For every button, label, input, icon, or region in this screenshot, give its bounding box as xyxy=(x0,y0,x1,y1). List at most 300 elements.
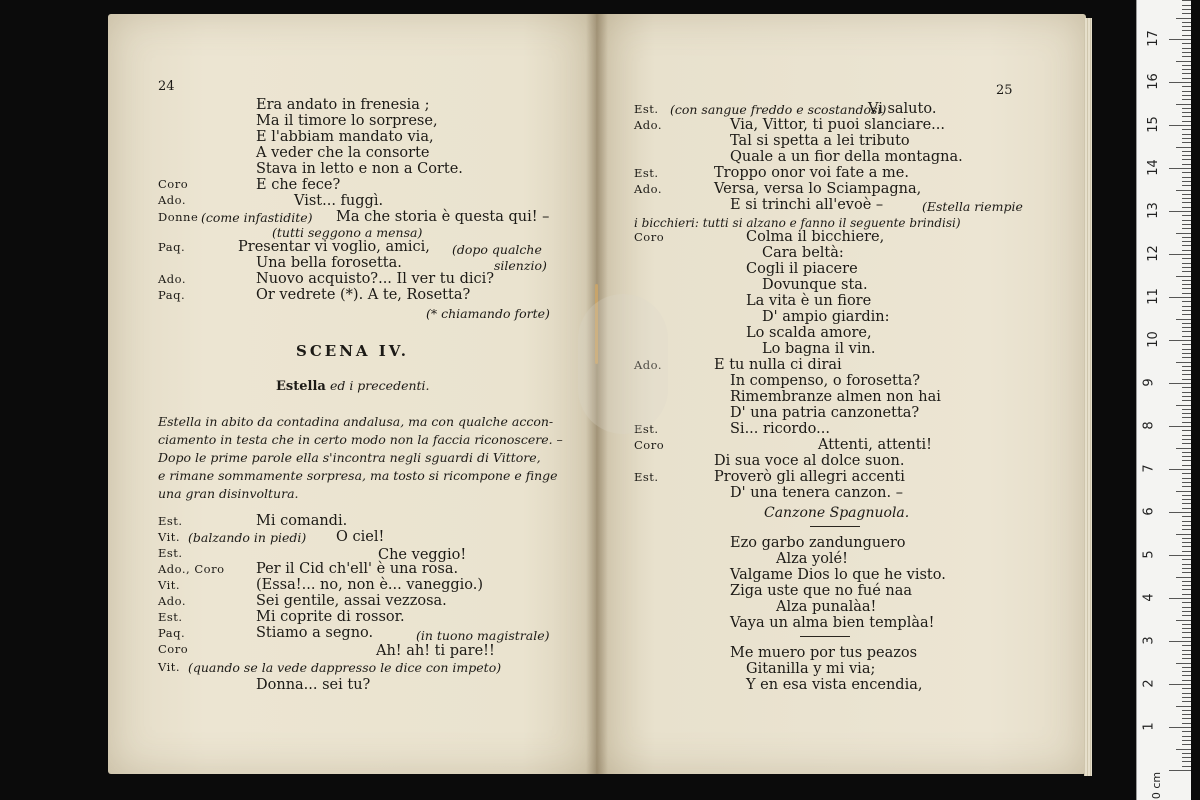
ruler-tick xyxy=(1182,585,1191,586)
ruler-tick xyxy=(1182,112,1191,113)
ruler-number: 16 xyxy=(1145,73,1161,90)
ruler-tick xyxy=(1182,456,1191,457)
ruler-tick xyxy=(1182,13,1191,14)
ruler-tick xyxy=(1182,413,1191,414)
ruler-tick xyxy=(1182,710,1191,711)
ruler-number: 4 xyxy=(1141,593,1157,602)
left-page xyxy=(108,14,596,774)
ruler-tick xyxy=(1182,693,1191,694)
ruler-tick xyxy=(1182,250,1191,251)
ruler-tick xyxy=(1182,675,1191,676)
ruler-tick xyxy=(1182,284,1191,285)
verse-line: In compenso, o forosetta? xyxy=(730,373,921,389)
ruler-tick xyxy=(1176,620,1191,621)
direction-line: una gran disinvoltura. xyxy=(158,486,299,501)
verse-line: E che fece? xyxy=(256,177,341,193)
song-line: Y en esa vista encendia, xyxy=(746,677,923,693)
verse-line: Mi coprite di rossor. xyxy=(256,609,405,625)
ruler-tick xyxy=(1182,310,1191,311)
ruler-tick xyxy=(1182,465,1191,466)
stage-direction: (come infastidite) xyxy=(201,210,313,225)
stage-direction: i bicchieri: tutti si alzano e fanno il seguente brindisi) xyxy=(634,216,961,230)
verse-line: E si trinchi all'evoè – xyxy=(730,197,884,213)
ruler-tick xyxy=(1182,508,1191,509)
ruler-tick xyxy=(1182,503,1191,504)
ruler-tick xyxy=(1182,443,1191,444)
speaker: Ado. xyxy=(158,594,187,608)
verse-line: Per il Cid ch'ell' è una rosa. xyxy=(256,561,459,577)
verse-line: Vist... fuggì. xyxy=(294,193,384,209)
speaker: Coro xyxy=(158,177,189,191)
ruler-tick xyxy=(1182,151,1191,152)
ruler-tick xyxy=(1182,5,1191,6)
ruler-tick xyxy=(1182,280,1191,281)
direction-line: Dopo le prime parole ella s'incontra negli sguardi di Vittore, xyxy=(158,450,541,465)
ruler-tick xyxy=(1176,319,1191,320)
scene-title: SCENA IV. xyxy=(296,342,410,360)
stage-direction: (Estella riempie xyxy=(922,199,1023,214)
ruler-tick xyxy=(1182,525,1191,526)
ruler-tick xyxy=(1182,495,1191,496)
verse-line: Lo scalda amore, xyxy=(746,325,872,341)
ruler-tick xyxy=(1169,82,1191,83)
ruler-tick xyxy=(1169,254,1191,255)
verse-line: Nuovo acquisto?... Il ver tu dici? xyxy=(256,271,495,287)
ruler-tick xyxy=(1182,589,1191,590)
verse-line: Di sua voce al dolce suon. xyxy=(714,453,905,469)
ruler-tick xyxy=(1182,301,1191,302)
ruler-tick xyxy=(1169,770,1191,771)
ruler-number: 15 xyxy=(1145,116,1161,133)
ruler-number: 5 xyxy=(1141,550,1157,559)
verse-line: Cara beltà: xyxy=(762,245,844,261)
ruler-tick xyxy=(1182,0,1191,1)
ruler-tick xyxy=(1182,409,1191,410)
ruler-tick xyxy=(1182,185,1191,186)
ruler-tick xyxy=(1182,198,1191,199)
ruler-tick xyxy=(1182,52,1191,53)
right-page xyxy=(596,14,1086,774)
ruler-tick xyxy=(1182,267,1191,268)
ruler-tick xyxy=(1176,577,1191,578)
divider xyxy=(800,636,850,637)
verse-line: Lo bagna il vin. xyxy=(762,341,876,357)
ruler-tick xyxy=(1182,688,1191,689)
ruler-unit-label: 0 cm xyxy=(1150,771,1164,800)
ruler-tick xyxy=(1182,615,1191,616)
verse-line: Stiamo a segno. xyxy=(256,625,374,641)
ruler-tick xyxy=(1182,572,1191,573)
speaker: Ado. xyxy=(158,272,187,286)
ruler-tick xyxy=(1182,86,1191,87)
ruler-tick xyxy=(1182,753,1191,754)
ruler-tick xyxy=(1182,207,1191,208)
ruler-tick xyxy=(1176,749,1191,750)
speaker: Est. xyxy=(634,470,659,484)
ruler-tick xyxy=(1182,35,1191,36)
ruler-tick xyxy=(1176,491,1191,492)
ruler-tick xyxy=(1182,697,1191,698)
ruler-tick xyxy=(1176,405,1191,406)
ruler-tick xyxy=(1182,121,1191,122)
open-book xyxy=(108,14,1093,780)
ruler-tick xyxy=(1182,766,1191,767)
ruler-tick xyxy=(1169,383,1191,384)
verse-line: Mi comandi. xyxy=(256,513,348,529)
song-line: Gitanilla y mi via; xyxy=(746,661,876,677)
ruler-tick xyxy=(1182,323,1191,324)
ruler-tick xyxy=(1182,473,1191,474)
speaker: Est. xyxy=(158,546,183,560)
direction-line: e rimane sommamente sorpresa, ma tosto si ricompone e finge xyxy=(158,468,558,483)
ruler-tick xyxy=(1182,370,1191,371)
ruler-tick xyxy=(1182,155,1191,156)
ruler-tick xyxy=(1182,529,1191,530)
ruler-tick xyxy=(1176,61,1191,62)
verse-line: Che veggio! xyxy=(378,547,467,563)
verse-line: D' una patria canzonetta? xyxy=(730,405,920,421)
ruler-tick xyxy=(1182,658,1191,659)
ruler-tick xyxy=(1176,534,1191,535)
ruler-tick xyxy=(1182,336,1191,337)
ruler-tick xyxy=(1182,159,1191,160)
speaker: Est. xyxy=(634,422,659,436)
ruler-tick xyxy=(1176,706,1191,707)
verse-line: Stava in letto e non a Corte. xyxy=(256,161,463,177)
ruler-tick xyxy=(1182,56,1191,57)
ruler-tick xyxy=(1182,680,1191,681)
speaker: Ado. xyxy=(634,358,663,372)
speaker: Ado. xyxy=(634,182,663,196)
speaker: Ado. xyxy=(634,118,663,132)
ruler-number: 7 xyxy=(1141,464,1157,473)
ruler-tick xyxy=(1169,512,1191,513)
ruler-tick xyxy=(1176,276,1191,277)
ruler-tick xyxy=(1182,542,1191,543)
speaker: Paq. xyxy=(158,626,186,640)
scene-characters xyxy=(276,380,430,393)
speaker: Est. xyxy=(158,514,183,528)
ruler-tick xyxy=(1182,271,1191,272)
character-name: Estella xyxy=(276,379,326,394)
ruler-tick xyxy=(1182,288,1191,289)
ruler-tick xyxy=(1182,48,1191,49)
page-number-right: 25 xyxy=(996,83,1013,98)
ruler-number: 14 xyxy=(1145,159,1161,176)
verse-line: Ah! ah! ti pare!! xyxy=(376,643,495,659)
ruler-tick xyxy=(1182,568,1191,569)
verse-line: D' una tenera canzon. – xyxy=(730,485,903,501)
verse-line: A veder che la consorte xyxy=(256,145,430,161)
speaker: Est. xyxy=(634,102,659,116)
speaker: Paq. xyxy=(158,288,186,302)
ruler-tick xyxy=(1182,701,1191,702)
ruler-tick xyxy=(1169,555,1191,556)
ruler-tick xyxy=(1169,125,1191,126)
stage-direction: (balzando in piedi) xyxy=(188,530,307,545)
ruler-tick xyxy=(1182,516,1191,517)
ruler-tick xyxy=(1182,224,1191,225)
verse-line: Una bella forosetta. xyxy=(256,255,402,271)
ruler-tick xyxy=(1182,331,1191,332)
ruler-tick xyxy=(1182,202,1191,203)
ruler-number: 12 xyxy=(1145,245,1161,262)
ruler-tick xyxy=(1182,400,1191,401)
ruler-tick xyxy=(1176,663,1191,664)
ruler-tick xyxy=(1176,233,1191,234)
ruler-tick xyxy=(1182,138,1191,139)
verse-line: Via, Vittor, ti puoi slanciare... xyxy=(730,117,945,133)
ruler-tick xyxy=(1182,306,1191,307)
ruler-tick xyxy=(1182,379,1191,380)
ruler-tick xyxy=(1182,594,1191,595)
ruler-tick xyxy=(1182,293,1191,294)
ruler-tick xyxy=(1182,30,1191,31)
ruler-tick xyxy=(1182,134,1191,135)
ruler-tick xyxy=(1182,564,1191,565)
ruler-number: 3 xyxy=(1141,636,1157,645)
ruler-number: 17 xyxy=(1145,30,1161,47)
ruler-tick xyxy=(1182,374,1191,375)
ruler-tick xyxy=(1182,65,1191,66)
ruler-number: 1 xyxy=(1141,722,1157,731)
ruler-tick xyxy=(1182,602,1191,603)
verse-line: Vi saluto. xyxy=(868,101,937,117)
ruler-tick xyxy=(1182,637,1191,638)
ruler-tick xyxy=(1182,181,1191,182)
song-line: Ziga uste que no fué naa xyxy=(730,583,913,599)
speaker: Est. xyxy=(634,166,659,180)
ruler-tick xyxy=(1176,362,1191,363)
ruler-tick xyxy=(1182,177,1191,178)
page-edges xyxy=(1084,18,1092,776)
verse-line: Tal si spetta a lei tributo xyxy=(730,133,910,149)
ruler-tick xyxy=(1182,718,1191,719)
ruler-tick xyxy=(1182,327,1191,328)
ruler-number: 10 xyxy=(1145,331,1161,348)
song-line: Alza punalàa! xyxy=(776,599,877,615)
ruler-tick xyxy=(1169,469,1191,470)
ruler-tick xyxy=(1182,611,1191,612)
speaker: Coro xyxy=(634,230,665,244)
ruler-tick xyxy=(1182,740,1191,741)
verse-line: Sei gentile, assai vezzosa. xyxy=(256,593,447,609)
speaker: Ado. xyxy=(158,193,187,207)
speaker: Ado., Coro xyxy=(158,562,225,576)
song-line: Alza yolé! xyxy=(776,551,848,567)
ruler-tick xyxy=(1182,559,1191,560)
speaker: Vit. xyxy=(158,578,181,592)
verse-line: Attenti, attenti! xyxy=(818,437,932,453)
song-title: Canzone Spagnuola. xyxy=(764,505,910,521)
ruler-tick xyxy=(1182,78,1191,79)
library-watermark xyxy=(578,294,668,434)
ruler-tick xyxy=(1182,349,1191,350)
ruler-number: 2 xyxy=(1141,679,1157,688)
ruler-tick xyxy=(1182,478,1191,479)
stage-direction: (con sangue freddo e scostandosi) xyxy=(670,102,887,117)
ruler-tick xyxy=(1176,147,1191,148)
verse-line: Versa, versa lo Sciampagna, xyxy=(714,181,922,197)
ruler-tick xyxy=(1182,69,1191,70)
stage-direction: (quando se la vede dappresso le dice con impeto) xyxy=(188,660,502,675)
ruler-tick xyxy=(1182,521,1191,522)
ruler-tick xyxy=(1182,172,1191,173)
speaker: Paq. xyxy=(158,240,186,254)
ruler-tick xyxy=(1182,99,1191,100)
verse-line: Si... ricordo... xyxy=(730,421,830,437)
ruler-tick xyxy=(1182,435,1191,436)
song-line: Ezo garbo zandunguero xyxy=(730,535,906,551)
ruler-tick xyxy=(1169,641,1191,642)
ruler-tick xyxy=(1182,237,1191,238)
ruler-tick xyxy=(1182,757,1191,758)
ruler-tick xyxy=(1182,607,1191,608)
ruler-tick xyxy=(1182,95,1191,96)
page-number-left: 24 xyxy=(158,79,175,94)
ruler-tick xyxy=(1182,22,1191,23)
verse-line: Donna... sei tu? xyxy=(256,677,371,693)
ruler-tick xyxy=(1182,736,1191,737)
direction-line: ciamento in testa che in certo modo non la faccia riconoscere. – xyxy=(158,432,563,447)
ruler-tick xyxy=(1182,26,1191,27)
verse-line: Ma il timore lo sorprese, xyxy=(256,113,438,129)
ruler-tick xyxy=(1182,108,1191,109)
ruler-tick xyxy=(1182,353,1191,354)
ruler-tick xyxy=(1169,727,1191,728)
ruler-tick xyxy=(1182,624,1191,625)
ruler-tick xyxy=(1182,392,1191,393)
ruler-tick xyxy=(1169,168,1191,169)
ruler-tick xyxy=(1169,598,1191,599)
ruler-tick xyxy=(1182,396,1191,397)
ruler-tick xyxy=(1182,654,1191,655)
ruler-tick xyxy=(1169,340,1191,341)
stage-direction: (in tuono magistrale) xyxy=(416,628,550,643)
verse-line: Dovunque sta. xyxy=(762,277,868,293)
ruler-tick xyxy=(1182,366,1191,367)
verse-line: Era andato in frenesia ; xyxy=(256,97,430,113)
ruler-number: 11 xyxy=(1145,288,1161,305)
ruler-tick xyxy=(1182,486,1191,487)
ruler-number: 8 xyxy=(1141,421,1157,430)
speaker: Donne xyxy=(158,210,199,224)
ruler-tick xyxy=(1182,116,1191,117)
verse-line: Quale a un fior della montagna. xyxy=(730,149,963,165)
measurement-ruler xyxy=(1136,0,1191,800)
ruler-tick xyxy=(1182,538,1191,539)
ruler-number: 13 xyxy=(1145,202,1161,219)
ruler-tick xyxy=(1169,297,1191,298)
verse-line: E tu nulla ci dirai xyxy=(714,357,842,373)
ruler-tick xyxy=(1182,91,1191,92)
verse-line: Proverò gli allegri accenti xyxy=(714,469,905,485)
ruler-tick xyxy=(1182,667,1191,668)
direction-line: Estella in abito da contadina andalusa, ma con qualche accon- xyxy=(158,414,554,429)
characters-rest: ed i precedenti. xyxy=(329,378,430,393)
verse-line: Troppo onor voi fate a me. xyxy=(714,165,909,181)
ruler-tick xyxy=(1182,671,1191,672)
ruler-tick xyxy=(1182,430,1191,431)
verse-line: Cogli il piacere xyxy=(746,261,858,277)
ruler-tick xyxy=(1176,104,1191,105)
ruler-tick xyxy=(1182,628,1191,629)
ruler-tick xyxy=(1182,744,1191,745)
verse-line: D' ampio giardin: xyxy=(762,309,890,325)
ruler-tick xyxy=(1182,220,1191,221)
ruler-tick xyxy=(1182,731,1191,732)
ruler-tick xyxy=(1182,43,1191,44)
speaker: Coro xyxy=(158,642,189,656)
song-line: Vaya un alma bien templàa! xyxy=(730,615,935,631)
ruler-tick xyxy=(1176,18,1191,19)
ruler-tick xyxy=(1182,714,1191,715)
ruler-tick xyxy=(1176,190,1191,191)
stage-direction: silenzio) xyxy=(494,258,547,273)
verse-line: O ciel! xyxy=(336,529,385,545)
speaker: Vit. xyxy=(158,530,181,544)
ruler-tick xyxy=(1182,546,1191,547)
verse-line: Colma il bicchiere, xyxy=(746,229,885,245)
ruler-tick xyxy=(1182,632,1191,633)
ruler-number: 9 xyxy=(1141,378,1157,387)
stage-direction: (dopo qualche xyxy=(452,242,542,257)
ruler-tick xyxy=(1182,314,1191,315)
ruler-tick xyxy=(1182,439,1191,440)
ruler-tick xyxy=(1182,645,1191,646)
ruler-tick xyxy=(1182,551,1191,552)
verse-line: E l'abbiam mandato via, xyxy=(256,129,434,145)
speaker: Vit. xyxy=(158,660,181,674)
ruler-tick xyxy=(1182,263,1191,264)
ruler-tick xyxy=(1169,39,1191,40)
ruler-tick xyxy=(1169,211,1191,212)
ruler-tick xyxy=(1182,387,1191,388)
ruler-tick xyxy=(1182,245,1191,246)
stage-direction: (* chiamando forte) xyxy=(426,306,550,321)
ruler-tick xyxy=(1182,499,1191,500)
verse-line: Or vedrete (*). A te, Rosetta? xyxy=(256,287,471,303)
ruler-tick xyxy=(1182,650,1191,651)
verse-line: (Essa!... no, non è... vaneggio.) xyxy=(256,577,484,593)
ruler-tick xyxy=(1182,241,1191,242)
ruler-tick xyxy=(1169,426,1191,427)
ruler-tick xyxy=(1182,194,1191,195)
ruler-tick xyxy=(1182,129,1191,130)
ruler-tick xyxy=(1182,723,1191,724)
song-line: Me muero por tus peazos xyxy=(730,645,918,661)
verse-line: Presentar vi voglio, amici, xyxy=(238,239,430,255)
ruler-tick xyxy=(1182,228,1191,229)
ruler-tick xyxy=(1182,9,1191,10)
ruler-number: 6 xyxy=(1141,507,1157,516)
ruler-tick xyxy=(1182,73,1191,74)
ruler-tick xyxy=(1182,422,1191,423)
verse-line: La vita è un fiore xyxy=(746,293,872,309)
verse-line: Rimembranze almen non hai xyxy=(730,389,941,405)
stage-direction: (tutti seggono a mensa) xyxy=(272,225,423,240)
ruler-tick xyxy=(1182,761,1191,762)
song-line: Valgame Dios lo que he visto. xyxy=(730,567,946,583)
ruler-tick xyxy=(1182,452,1191,453)
speaker: Est. xyxy=(158,610,183,624)
ruler-tick xyxy=(1182,344,1191,345)
ruler-tick xyxy=(1176,448,1191,449)
divider xyxy=(810,526,860,527)
ruler-tick xyxy=(1182,417,1191,418)
ruler-tick xyxy=(1182,215,1191,216)
ruler-tick xyxy=(1169,684,1191,685)
